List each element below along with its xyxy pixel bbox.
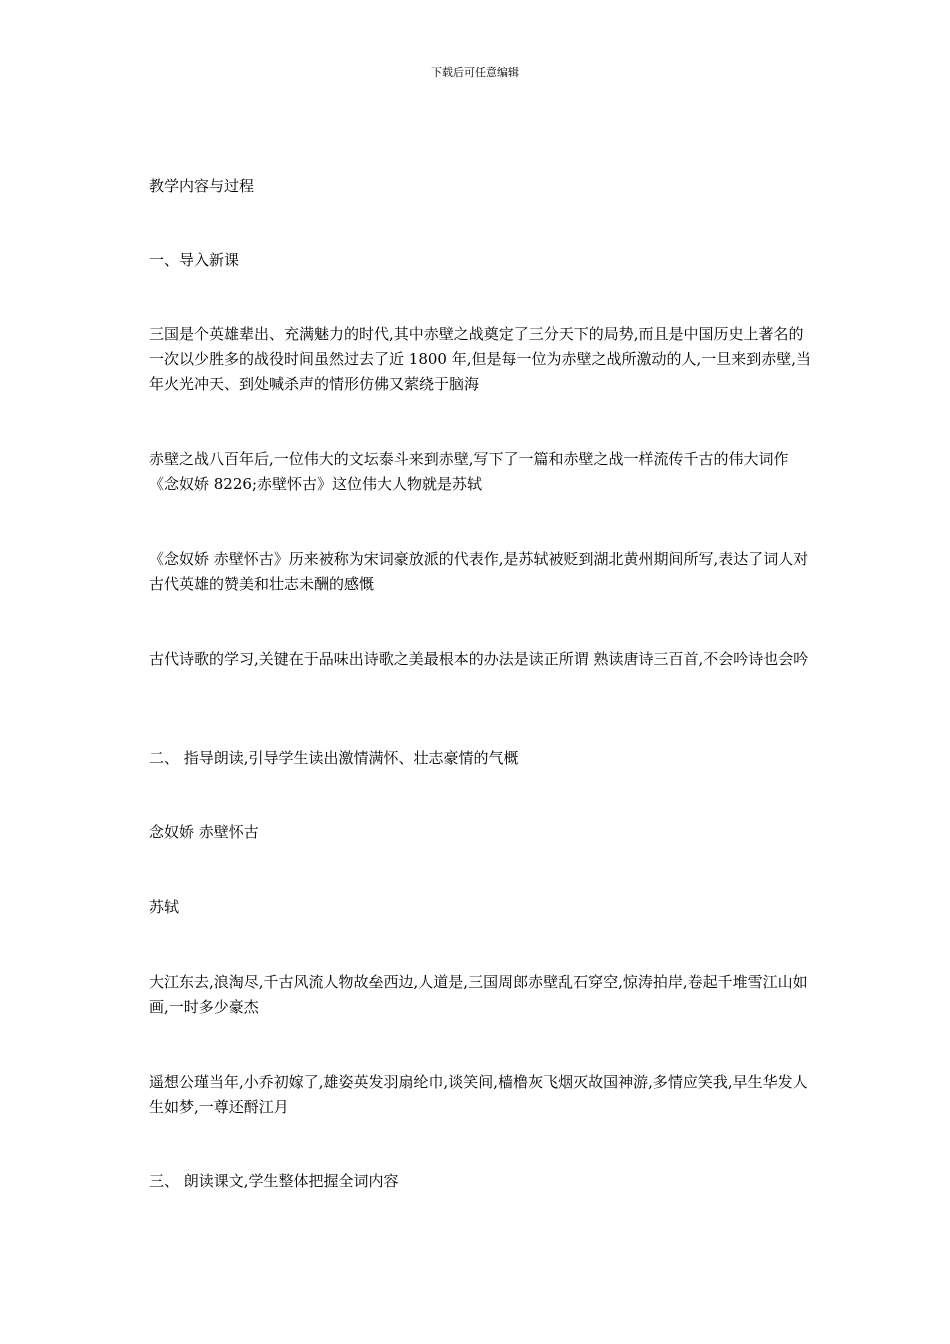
poem-author: 苏轼 — [149, 898, 180, 916]
heading-intro: 一、导入新课 — [149, 251, 240, 269]
paragraph-three-kingdoms: 三国是个英雄辈出、充满魅力的时代,其中赤壁之战奠定了三分天下的局势,而且是中国历史上著名的一次以少胜多的战役时间虽然过去了近 1800 年,但是每一位为赤壁之战所激动的人,一旦来到赤壁,当年火光冲天、到处喊杀声的情形仿佛又萦绕于脑海 — [149, 325, 812, 393]
heading-guided-reading: 二、 指导朗读,引导学生读出激情满怀、壮志豪情的气概 — [149, 749, 519, 767]
poem-title: 念奴娇 赤壁怀古 — [149, 823, 259, 841]
poem-stanza-2: 遥想公瑾当年,小乔初嫁了,雄姿英发羽扇纶巾,谈笑间,樯橹灰飞烟灭故国神游,多情应笑我,早生华发人生如梦,一尊还酹江月 — [149, 1073, 808, 1116]
paragraph-su-shi-intro: 赤壁之战八百年后,一位伟大的文坛泰斗来到赤壁,写下了一篇和赤壁之战一样流传千古的伟大词作 《念奴娇 8226;赤壁怀古》这位伟大人物就是苏轼 — [149, 450, 789, 493]
paragraph-reading-method: 古代诗歌的学习,关键在于品味出诗歌之美最根本的办法是读正所谓 熟读唐诗三百首,不会吟诗也会吟 — [149, 650, 809, 668]
poem-stanza-1: 大江东去,浪淘尽,千古风流人物故垒西边,人道是,三国周郎赤壁乱石穿空,惊涛拍岸,卷起千堆雪江山如画,一时多少豪杰 — [149, 973, 808, 1016]
heading-read-text: 三、 朗读课文,学生整体把握全词内容 — [149, 1172, 399, 1190]
section-title: 教学内容与过程 — [149, 177, 255, 195]
paragraph-poem-background: 《念奴娇 赤壁怀古》历来被称为宋词豪放派的代表作,是苏轼被贬到湖北黄州期间所写,表达了词人对古代英雄的赞美和壮志未酬的感慨 — [149, 550, 809, 593]
header-note: 下载后可任意编辑 — [431, 66, 519, 79]
